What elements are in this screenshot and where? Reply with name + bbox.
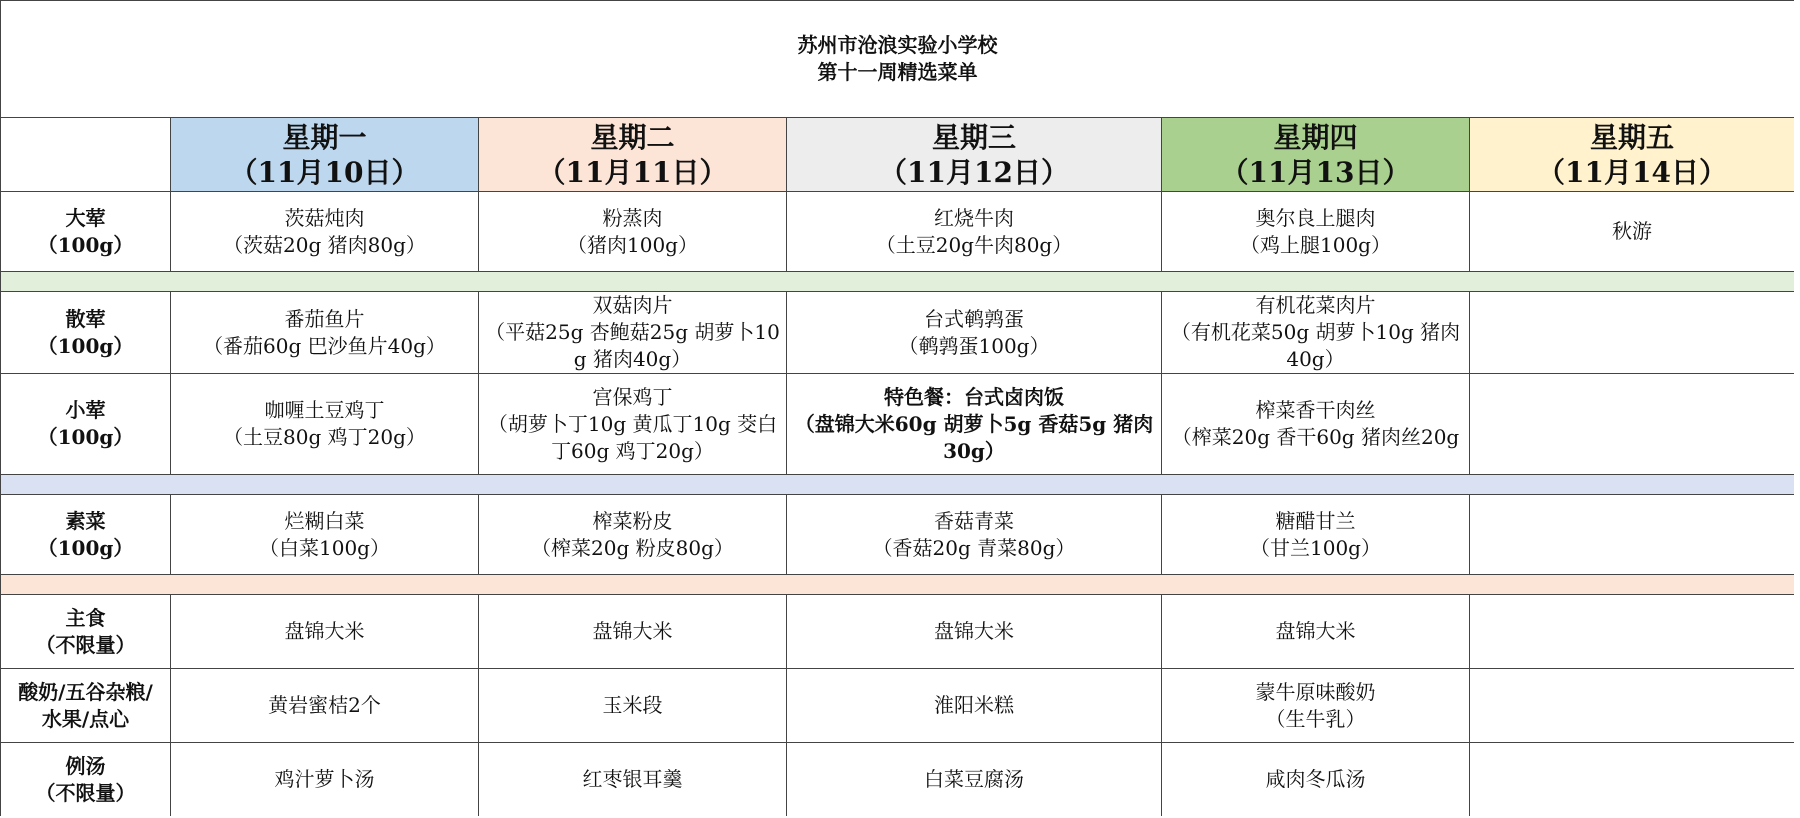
row-label-main: 主食 (65, 605, 106, 630)
menu-cell-mon (171, 495, 479, 575)
menu-cell-wed (787, 595, 1162, 669)
day-name: 星期五 (1590, 120, 1675, 154)
row-label-sub: （不限量） (35, 780, 136, 805)
dish-name: 盘锦大米 (1275, 619, 1356, 643)
row-label-main: 酸奶/五谷杂粮/ (18, 679, 153, 704)
row-label (1, 595, 171, 669)
dish-ingredients: （鹌鹑蛋100g） (898, 333, 1050, 358)
page-title (1, 1, 1795, 118)
dish-name: 台式鹌鹑蛋 (924, 306, 1024, 331)
school-name: 苏州市沧浪实验小学校 (797, 33, 998, 57)
dish-name: 盘锦大米 (284, 619, 365, 643)
dish-ingredients: （土豆20g牛肉80g） (875, 232, 1073, 257)
row-label-sub: （100g） (37, 425, 134, 449)
menu-cell-fri (1470, 374, 1795, 475)
menu-cell-tue (479, 595, 787, 669)
menu-cell-thu (1162, 495, 1470, 575)
menu-cell-tue (479, 495, 787, 575)
separator-band (1, 575, 1795, 595)
row-extra (1, 669, 1795, 743)
menu-cell-wed (787, 743, 1162, 817)
dish-ingredients: （香菇20g 青菜80g） (872, 535, 1076, 560)
dish-name: 有机花菜肉片 (1255, 293, 1376, 317)
dish-name: 糖醋甘兰 (1275, 508, 1356, 533)
menu-cell-thu (1162, 743, 1470, 817)
menu-cell-fri (1470, 669, 1795, 743)
menu-cell-fri (1470, 495, 1795, 575)
dish-ingredients: （盘锦大米60g 胡萝卜5g 香菇5g 猪肉30g） (794, 411, 1154, 463)
menu-cell-tue (479, 669, 787, 743)
row-sucai (1, 495, 1795, 575)
menu-cell-tue (479, 192, 787, 272)
day-date: （11月11日） (537, 155, 728, 189)
dish-name: 白菜豆腐汤 (924, 767, 1024, 791)
row-label-main: 散荤 (65, 306, 106, 331)
dish-name: 黄岩蜜桔2个 (268, 693, 381, 717)
day-header-wed (787, 118, 1162, 192)
day-date: （11月10日） (229, 155, 420, 189)
row-label-main: 大荤 (65, 205, 106, 230)
day-date: （11月12日） (879, 155, 1069, 189)
dish-ingredients: （茨菇20g 猪肉80g） (223, 232, 426, 257)
dish-ingredients: （鸡上腿100g） (1240, 232, 1391, 257)
row-label-sub: （100g） (37, 333, 134, 358)
title-row (1, 1, 1795, 118)
menu-week-title: 第十一周精选菜单 (817, 60, 978, 84)
menu-cell-fri (1470, 192, 1795, 272)
dish-ingredients: （平菇25g 杏鲍菇25g 胡萝卜10g 猪肉40g） (485, 320, 780, 371)
dish-name: 奥尔良上腿肉 (1255, 205, 1376, 230)
row-label-main: 例汤 (65, 753, 106, 778)
dish-name: 鸡汁萝卜汤 (274, 767, 375, 791)
dish-name: 双菇肉片 (592, 293, 673, 317)
menu-cell-thu (1162, 669, 1470, 743)
menu-cell-tue (479, 374, 787, 475)
separator-band (1, 272, 1795, 292)
menu-cell-wed (787, 495, 1162, 575)
menu-cell-tue (479, 743, 787, 817)
menu-cell-fri (1470, 743, 1795, 817)
separator-row-1 (1, 272, 1795, 292)
dish-name: 盘锦大米 (592, 619, 673, 643)
row-label-sub: （100g） (37, 535, 134, 560)
separator-band (1, 475, 1795, 495)
dish-name: 榨菜粉皮 (592, 508, 673, 533)
dish-name: 咸肉冬瓜汤 (1265, 767, 1366, 791)
day-date: （11月14日） (1537, 155, 1727, 189)
day-header-row (1, 118, 1795, 192)
dish-name: 蒙牛原味酸奶 (1255, 679, 1376, 704)
row-label-sub: （100g） (37, 232, 134, 257)
row-dahun (1, 192, 1795, 272)
menu-cell-wed (787, 669, 1162, 743)
dish-name: 榨菜香干肉丝 (1255, 398, 1376, 422)
dish-name: 烂糊白菜 (284, 508, 365, 533)
menu-cell-mon (171, 595, 479, 669)
dish-ingredients: （白菜100g） (259, 535, 390, 560)
dish-ingredients: （胡萝卜丁10g 黄瓜丁10g 茭白丁60g 鸡丁20g） (487, 411, 778, 463)
day-name: 星期二 (590, 120, 675, 154)
menu-cell-mon (171, 374, 479, 475)
row-label-main: 素菜 (65, 508, 106, 533)
menu-cell-thu (1162, 192, 1470, 272)
row-soup (1, 743, 1795, 817)
dish-name: 咖喱土豆鸡丁 (264, 398, 385, 422)
row-label (1, 743, 171, 817)
menu-cell-wed (787, 292, 1162, 374)
dish-ingredients: （有机花菜50g 胡萝卜10g 猪肉40g） (1170, 320, 1461, 371)
corner-cell (1, 118, 171, 192)
menu-cell-fri (1470, 595, 1795, 669)
day-name: 星期一 (282, 120, 367, 154)
menu-cell-thu (1162, 374, 1470, 475)
day-header-tue (479, 118, 787, 192)
day-header-thu (1162, 118, 1470, 192)
dish-name: 红枣银耳羹 (582, 767, 683, 791)
row-label (1, 495, 171, 575)
dish-name: 宫保鸡丁 (592, 384, 673, 409)
row-sanhun (1, 292, 1795, 374)
day-header-fri (1470, 118, 1795, 192)
dish-name: 特色餐：台式卤肉饭 (884, 384, 1064, 409)
row-xiaohun (1, 374, 1795, 475)
row-label-main: 小荤 (65, 398, 106, 422)
day-name: 星期四 (1273, 120, 1358, 154)
menu-cell-wed (787, 192, 1162, 272)
dish-name: 粉蒸肉 (602, 205, 663, 230)
separator-row-2 (1, 475, 1795, 495)
dish-name: 秋游 (1612, 219, 1653, 243)
row-label (1, 192, 171, 272)
day-date: （11月13日） (1220, 155, 1411, 189)
dish-name: 茨菇炖肉 (284, 205, 365, 230)
dish-ingredients: （榨菜20g 粉皮80g） (531, 535, 734, 560)
dish-ingredients: （生牛乳） (1265, 706, 1366, 731)
row-label (1, 374, 171, 475)
dish-ingredients: （甘兰100g） (1250, 535, 1381, 560)
dish-name: 盘锦大米 (934, 619, 1014, 643)
menu-cell-mon (171, 292, 479, 374)
menu-cell-tue (479, 292, 787, 374)
row-label-sub: 水果/点心 (41, 706, 130, 731)
menu-cell-mon (171, 743, 479, 817)
dish-ingredients: （猪肉100g） (567, 232, 698, 257)
dish-name: 香菇青菜 (934, 508, 1014, 533)
dish-name: 番茄鱼片 (284, 306, 365, 331)
dish-name: 玉米段 (602, 693, 663, 717)
menu-cell-fri (1470, 292, 1795, 374)
row-label (1, 669, 171, 743)
separator-row-3 (1, 575, 1795, 595)
row-label-sub: （不限量） (35, 632, 136, 657)
menu-cell-thu (1162, 292, 1470, 374)
dish-name: 淮阳米糕 (934, 693, 1014, 717)
day-name: 星期三 (931, 120, 1016, 154)
day-header-mon (171, 118, 479, 192)
menu-cell-mon (171, 192, 479, 272)
row-zhushi (1, 595, 1795, 669)
menu-cell-thu (1162, 595, 1470, 669)
menu-cell-mon (171, 669, 479, 743)
dish-ingredients: （土豆80g 鸡丁20g） (223, 425, 426, 449)
dish-ingredients: （番茄60g 巴沙鱼片40g） (203, 333, 446, 358)
dish-name: 红烧牛肉 (934, 205, 1014, 230)
row-label (1, 292, 171, 374)
dish-ingredients: （榨菜20g 香干60g 猪肉丝20g (1171, 425, 1460, 449)
menu-cell-wed-special (787, 374, 1162, 475)
